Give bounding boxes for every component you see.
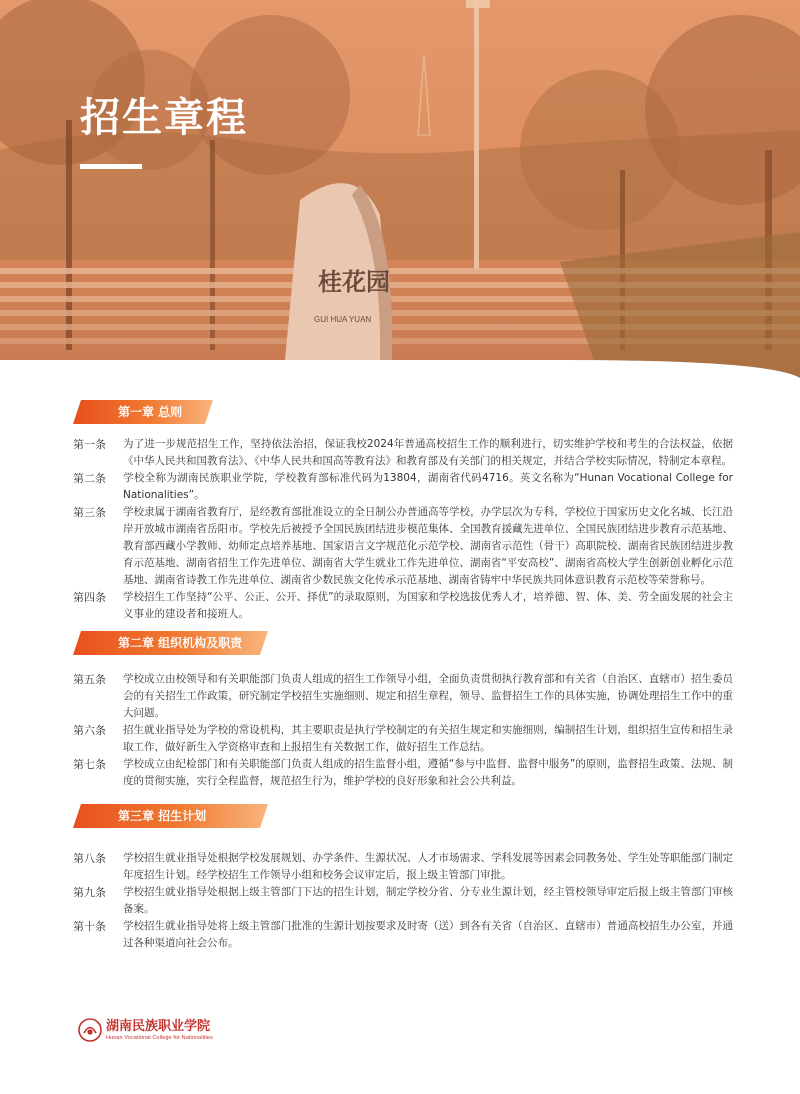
article-number: 第七条	[73, 758, 106, 771]
article-text: 为了进一步规范招生工作，坚持依法治招，保证我校2024年普通高校招生工作的顺利进行，切实维护学校和考生的合法权益，依据《中华人民共和国教育法》、《中华人民共和国高等教育法》和教育部及有关部门的相关规定，并结合学校实际情况，特制定本章程。	[123, 438, 733, 467]
sign-text: 桂花园	[318, 267, 390, 296]
article	[73, 470, 733, 504]
article-number: 第二条	[73, 472, 106, 485]
article-text: 招生就业指导处为学校的常设机构，其主要职责是执行学校制定的有关招生规定和实施细则，编制招生计划，组织招生宣传和招生录取工作，做好新生入学资格审查和上报招生有关数据工作，做好招生工作总结。	[123, 724, 733, 753]
article	[73, 671, 733, 722]
article-number: 第五条	[73, 673, 106, 686]
article	[73, 722, 733, 756]
footer-logo	[78, 1018, 213, 1042]
chapter-title: 第二章 组织机构及职责	[118, 636, 243, 650]
article	[73, 884, 733, 918]
article-number: 第八条	[73, 852, 106, 865]
article	[73, 436, 733, 470]
college-emblem-icon	[78, 1018, 102, 1042]
article-text: 学校招生就业指导处将上级主管部门批准的生源计划按要求及时寄（送）到各有关省（自治区、直辖市）普通高校招生办公室，并通过各种渠道向社会公布。	[123, 920, 733, 949]
article	[73, 756, 733, 790]
title-underline	[80, 164, 142, 169]
page-title: 招生章程	[80, 95, 248, 141]
article	[73, 850, 733, 884]
article-number: 第十条	[73, 920, 106, 933]
article-text: 学校全称为湖南民族职业学院，学校教育部标准代码为13804，湖南省代码4716。英文名称为“Hunan Vocational College for Nationalities”。	[123, 472, 733, 501]
article-text: 学校隶属于湖南省教育厅，是经教育部批准设立的全日制公办普通高等学校，办学层次为专科，学校位于国家历史文化名城、长江沿岸开放城市湖南省岳阳市。学校先后被授予全国民族团结进步模范集体、全国教育援藏先进单位、全国民族团结进步教育示范基地、教育部西藏小学教师、幼师定点培养基地、国家语言文字规范化示范学校、湖南省示范性（骨干）高职院校、湖南省民族团结进步教育示范基地、湖南省招生工作先进单位、湖南省大学生就业工作先进单位、湖南省“平安高校”、湖南省高校大学生创新创业孵化示范基地、湖南省诗教工作先进单位、湖南省少数民族文化传承示范基地、湖南省铸牢中华民族共同体意识教育示范校等荣誉称号。	[123, 506, 733, 586]
article-text: 学校招生工作坚持“公平、公正、公开、择优”的录取原则，为国家和学校选拔优秀人才，培养德、智、体、美、劳全面发展的社会主义事业的建设者和接班人。	[123, 591, 733, 620]
chapter-title: 第一章 总则	[118, 405, 183, 419]
article-number: 第三条	[73, 506, 106, 519]
article-text: 学校成立由纪检部门和有关职能部门负责人组成的招生监督小组，遵循“参与中监督、监督中服务”的原则，监督招生政策、法规、制度的贯彻实施，实行全程监督，规范招生行为，维护学校的良好形象和社会公共利益。	[123, 758, 733, 787]
article-text: 学校成立由校领导和有关职能部门负责人组成的招生工作领导小组，全面负责贯彻执行教育部和有关省（自治区、直辖市）招生委员会的有关招生工作政策，研究制定学校招生实施细则、规定和招生章程，领导、监督招生工作的具体实施，协调处理招生工作中的重大问题。	[123, 673, 733, 719]
chapter-heading	[73, 631, 733, 655]
sign-subtext: GUI HUA YUAN	[314, 315, 372, 324]
charter-content	[73, 400, 733, 952]
college-name-cn: 湖南民族职业学院	[106, 1018, 211, 1034]
article-number: 第四条	[73, 591, 106, 604]
hero-banner	[0, 0, 800, 378]
article	[73, 918, 733, 952]
article-text: 学校招生就业指导处根据学校发展规划、办学条件、生源状况、人才市场需求、学科发展等因素会同教务处、学生处等职能部门制定年度招生计划。经学校招生工作领导小组和校务会议审定后，报上级主管部门审批。	[123, 852, 733, 881]
article-number: 第一条	[73, 438, 106, 451]
chapter-heading	[73, 400, 733, 424]
article	[73, 589, 733, 623]
article-text: 学校招生就业指导处根据上级主管部门下达的招生计划，制定学校分省、分专业生源计划，经主管校领导审定后报上级主管部门审核备案。	[123, 886, 733, 915]
chapter-title: 第三章 招生计划	[118, 809, 207, 823]
campus-photo	[0, 0, 800, 378]
article-number: 第六条	[73, 724, 106, 737]
college-name-en: Hunan Vocational College for Nationalities	[106, 1034, 213, 1041]
chapter-heading	[73, 804, 733, 828]
article-number: 第九条	[73, 886, 106, 899]
article	[73, 504, 733, 589]
